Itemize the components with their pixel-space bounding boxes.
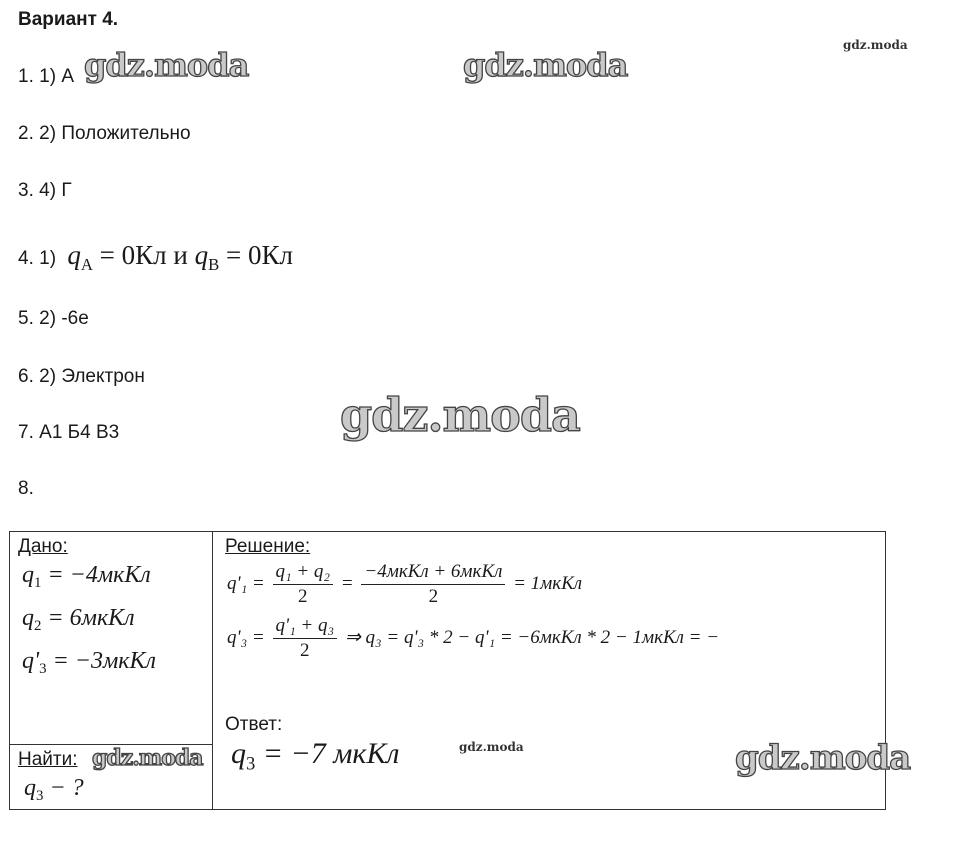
- formula-symbol: q: [194, 240, 209, 270]
- answer-item-6: [18, 366, 145, 388]
- equation-2: [227, 614, 719, 663]
- formula-value: = 0Кл: [99, 240, 167, 270]
- answer-item-8: [18, 478, 34, 500]
- eq2-lhs: q'₃ =: [227, 626, 265, 648]
- item-number: 3.: [18, 180, 34, 201]
- answer-symbol: q: [231, 737, 246, 770]
- item-number: 4.: [18, 248, 34, 269]
- formula-conjunction: и: [173, 240, 188, 270]
- solution-table: [9, 531, 911, 810]
- eq1-lhs: q'₁ =: [227, 572, 265, 594]
- item-number: 6.: [18, 366, 34, 387]
- find-subscript: 3: [36, 788, 44, 805]
- find-cell: [10, 745, 213, 810]
- answer-item-4: [18, 240, 293, 275]
- find-header: Найти:: [18, 749, 78, 770]
- item-number: 8.: [18, 478, 34, 499]
- watermark: gdz.moda: [459, 740, 524, 754]
- eq1-fraction-2: [361, 560, 505, 609]
- watermark: gdz.moda: [340, 388, 580, 442]
- given-q1: [22, 562, 151, 592]
- formula-symbol: q: [67, 240, 81, 270]
- given-symbol: q: [22, 562, 34, 588]
- given-value: = 6мкКл: [47, 605, 135, 631]
- find-symbol: q: [24, 775, 36, 801]
- answer-item-2: [18, 123, 191, 145]
- answer-subscript: 3: [246, 753, 256, 775]
- given-symbol: q: [22, 605, 34, 631]
- given-subscript: 3: [39, 661, 47, 678]
- given-value: = −3мкКл: [52, 648, 156, 674]
- equation-1: [227, 560, 582, 609]
- answer-header: Ответ:: [225, 714, 283, 735]
- watermark: gdz.moda: [84, 46, 249, 84]
- eq1-fraction-1: [273, 560, 334, 609]
- answer-item-3: [18, 180, 72, 202]
- formula-subscript: B: [208, 254, 220, 274]
- eq2-fraction: [273, 614, 338, 663]
- item-text: 2) -6е: [39, 308, 89, 329]
- formula-value: = 0Кл: [226, 240, 293, 270]
- watermark: gdz.moda: [463, 46, 628, 84]
- eq1-result: = 1мкКл: [513, 572, 583, 594]
- watermark: gdz.moda: [92, 745, 203, 771]
- fraction-numerator: q'₁ + q₃: [273, 614, 338, 639]
- item-text: 4) Г: [39, 180, 72, 201]
- solution-cell: [213, 532, 911, 810]
- given-q2: [22, 605, 135, 635]
- item-text: А1 Б4 В3: [39, 422, 120, 443]
- item-text: 2) Электрон: [39, 366, 145, 387]
- find-q3: [24, 775, 84, 805]
- answer-item-7: [18, 422, 119, 444]
- watermark: gdz.moda: [735, 738, 911, 778]
- item-text: 1) А: [39, 66, 74, 87]
- item-number: 2.: [18, 123, 34, 144]
- page-title: Вариант 4.: [18, 9, 119, 30]
- given-subscript: 1: [34, 575, 42, 592]
- find-value: − ?: [49, 775, 84, 801]
- item-text: 1): [39, 248, 57, 269]
- eq2-rest: ⇒ q₃ = q'₃ * 2 − q'₁ = −6мкКл * 2 − 1мкКл = −: [344, 626, 720, 648]
- answer-item-1: [18, 66, 74, 88]
- final-answer: [231, 737, 399, 776]
- charge-formula: [67, 240, 293, 274]
- equals-sign: =: [340, 572, 354, 594]
- item-number: 1.: [18, 66, 34, 87]
- item-text: 2) Положительно: [39, 123, 191, 144]
- given-q3-prime: [22, 648, 156, 678]
- fraction-denominator: 2: [298, 586, 308, 607]
- fraction-numerator: q₁ + q₂: [273, 560, 334, 585]
- given-cell: [10, 532, 213, 745]
- answer-item-5: [18, 308, 89, 330]
- given-header: Дано:: [18, 536, 68, 557]
- given-subscript: 2: [34, 618, 42, 635]
- fraction-denominator: 2: [428, 586, 439, 607]
- formula-subscript: A: [80, 254, 93, 274]
- item-number: 7.: [18, 422, 34, 443]
- given-symbol: q': [22, 648, 40, 674]
- fraction-numerator: −4мкКл + 6мкКл: [361, 560, 505, 585]
- watermark: gdz.moda: [843, 38, 908, 52]
- given-value: = −4мкКл: [47, 562, 151, 588]
- fraction-denominator: 2: [300, 640, 310, 661]
- answer-value: = −7 мкКл: [262, 737, 400, 770]
- item-number: 5.: [18, 308, 34, 329]
- solution-header: Решение:: [225, 536, 311, 557]
